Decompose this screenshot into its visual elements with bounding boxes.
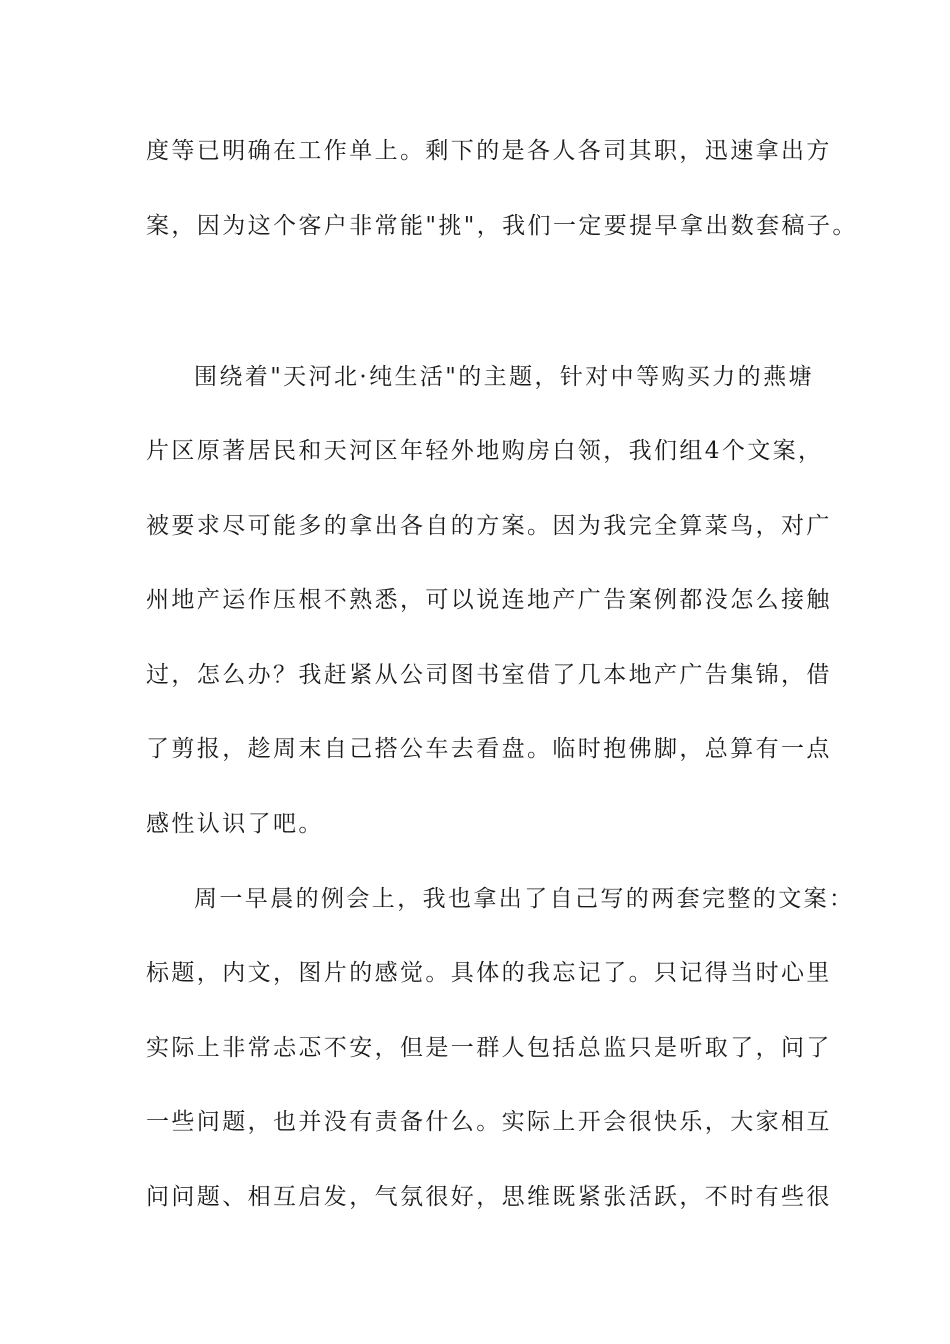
paragraph-line: 一些问题，也并没有责备什么。实际上开会很快乐，大家相互 <box>146 1109 832 1135</box>
paragraph-line: 实际上非常忐忑不安，但是一群人包括总监只是听取了，问了 <box>146 1035 832 1061</box>
paragraph-line: 度等已明确在工作单上。剩下的是各人各司其职，迅速拿出方 <box>146 138 832 164</box>
paragraph-line: 围绕着"天河北·纯生活"的主题，针对中等购买力的燕塘 <box>194 364 814 390</box>
paragraph-line: 问问题、相互启发，气氛很好，思维既紧张活跃，不时有些很 <box>146 1184 832 1210</box>
paragraph-line: 周一早晨的例会上，我也拿出了自己写的两套完整的文案： <box>194 886 855 912</box>
paragraph-line: 片区原著居民和天河区年轻外地购房白领，我们组4个文案， <box>146 438 824 464</box>
paragraph-line: 案，因为这个客户非常能"挑"，我们一定要提早拿出数套稿子。 <box>146 213 858 239</box>
paragraph-line: 被要求尽可能多的拿出各自的方案。因为我完全算菜鸟，对广 <box>146 513 832 539</box>
paragraph-line: 标题，内文，图片的感觉。具体的我忘记了。只记得当时心里 <box>146 960 832 986</box>
paragraph-line: 感性认识了吧。 <box>146 811 324 837</box>
paragraph-line: 州地产运作压根不熟悉，可以说连地产广告案例都没怎么接触 <box>146 587 832 613</box>
paragraph-line: 过，怎么办？我赶紧从公司图书室借了几本地产广告集锦，借 <box>146 662 832 688</box>
paragraph-line: 了剪报，趁周末自己搭公车去看盘。临时抱佛脚，总算有一点 <box>146 736 832 762</box>
